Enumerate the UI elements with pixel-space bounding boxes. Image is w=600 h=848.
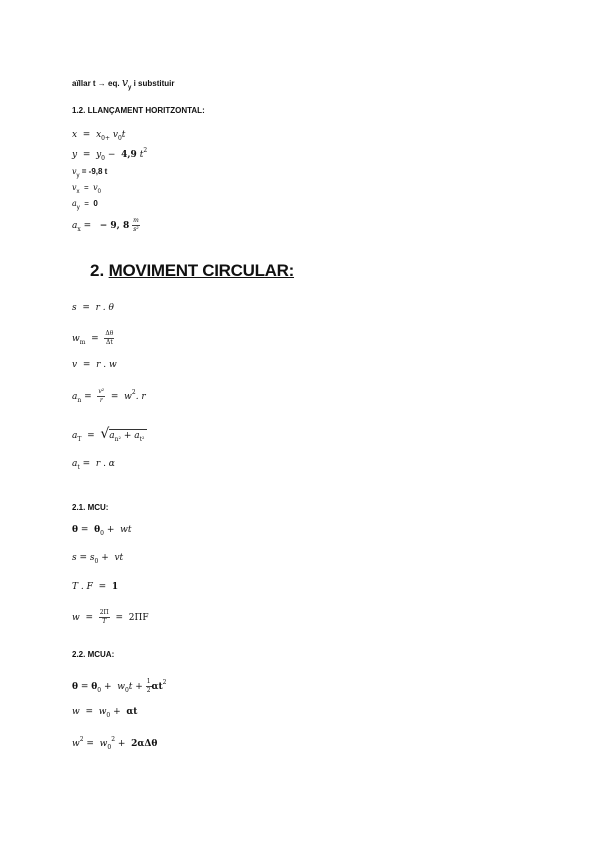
intro-line <box>72 76 175 89</box>
eq-mcu-period-frequency: T . F = 1 <box>72 582 119 592</box>
eq-mcu-angular-velocity: w = $\frac{2\Pi}{T}$ = 2ΠF <box>72 609 149 625</box>
eq-mcua-angular-velocity: $w = w_0 + \alpha t$ <box>72 707 138 719</box>
section-2-heading <box>90 261 294 281</box>
section-2-number: 2. <box>90 261 105 280</box>
section-2-2-title: 2.2. MCUA: <box>72 650 115 659</box>
eq-accel-y: $a_y = 0$ <box>72 199 98 211</box>
eq-mean-angular-velocity: $w_m$ = $\frac{\Delta\theta}{\Delta t}$ <box>72 330 114 346</box>
eq-mcua-angle: $\theta = \theta_0 + w_0t$ + $\frac{1}{2}$ $\alpha t^2$ <box>72 678 167 694</box>
intro-prefix: aïllar t → eq. <box>72 79 120 88</box>
eq-mcu-angle: $\theta = \theta_0$ + wt <box>72 525 132 537</box>
eq-linear-velocity: v = r . w <box>72 360 117 370</box>
eq-mcu-position: $s = s_0$ + vt <box>72 553 124 565</box>
sqrt-sign: √ <box>100 426 110 442</box>
intro-var-sub: y <box>128 85 132 91</box>
eq-total-accel: $a_T = √a_{n^2} + a_{t^2}$ <box>72 426 147 442</box>
eq-mcua-torricelli: $w^2 = w_0^2 + 2\alpha\Delta\theta$ <box>72 736 158 751</box>
eq-arc-length: s = r . θ <box>72 303 114 313</box>
intro-var: v <box>121 76 129 89</box>
section-2-1-title: 2.1. MCU: <box>72 503 109 512</box>
eq-normal-accel: $a_n$ = $\frac{\text{v²}}{r}$ = $w^2$. r <box>72 388 146 404</box>
eq-position-x: $x = x_{0+}$ $v_0t$ <box>72 130 126 142</box>
intro-suffix: i substituir <box>133 79 175 88</box>
section-2-title: MOVIMENT CIRCULAR: <box>108 261 295 280</box>
section-1-2-title: 1.2. LLANÇAMENT HORITZONTAL: <box>72 106 205 115</box>
eq-velocity-x: $v_x = v_0$ <box>72 183 101 195</box>
eq-tangential-accel: $a_t = r$ . α <box>72 459 115 471</box>
eq-position-y: $y = y_0 - 4,9$ $t^2$ <box>72 147 148 162</box>
eq-velocity-y: $v_y = -9,8$ t <box>72 167 108 179</box>
eq-accel-x: $a_x$ = − 9, 8 $\frac{m}{\text{s²}}$ <box>72 217 139 233</box>
